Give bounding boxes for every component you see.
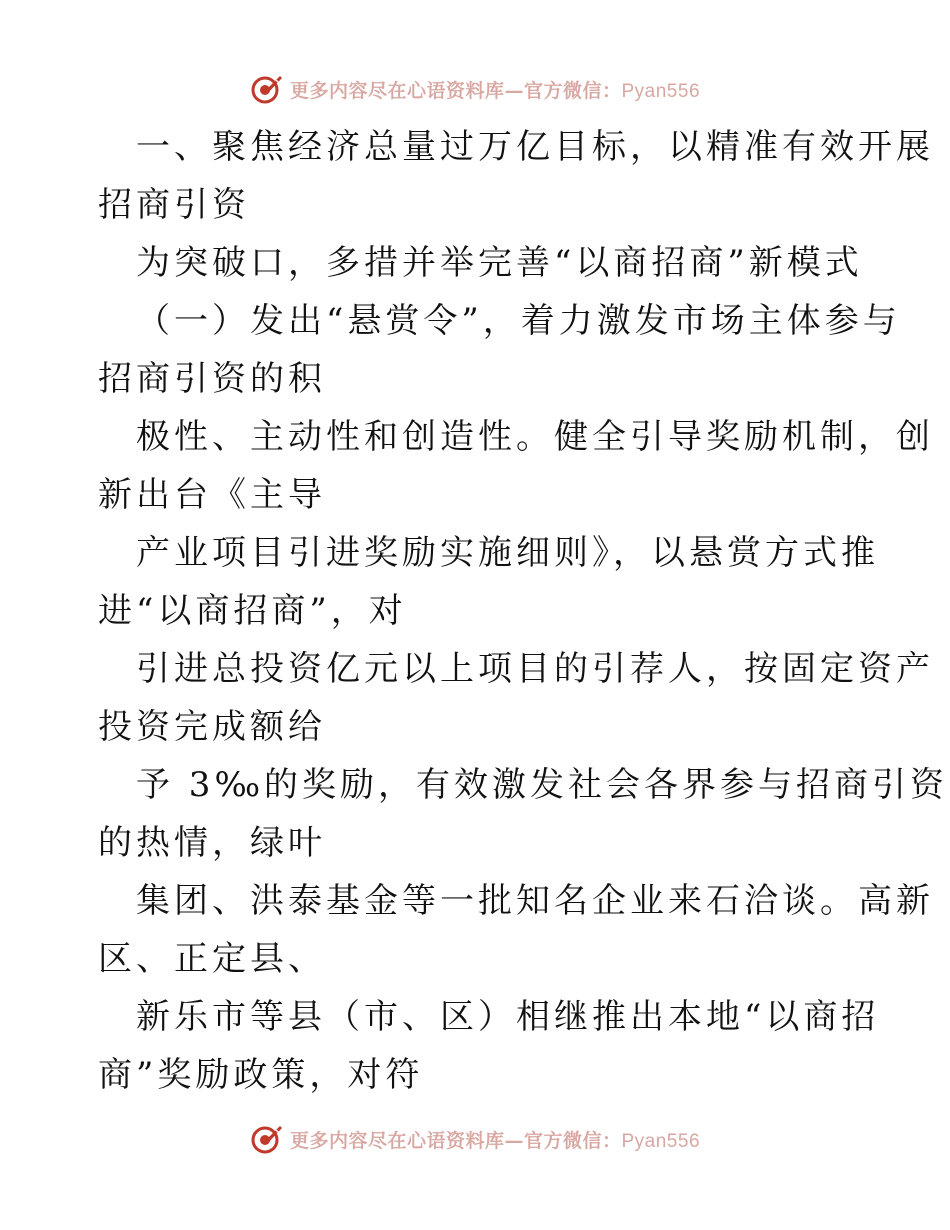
text-line: 产业项目引进奖励实施细则》，以悬赏方式推: [136, 533, 879, 573]
text-line: 新乐市等县（市、区）相继推出本地“以商招: [136, 997, 880, 1037]
text-line: 极性、主动性和创造性。健全引导奖励机制，创: [136, 417, 934, 457]
text-line: 的热情，绿叶: [98, 823, 326, 863]
text-line: 新出台《主导: [98, 475, 326, 515]
text-line: 投资完成额给: [98, 707, 326, 747]
header-watermark: [0, 72, 950, 106]
text-line: 为突破口，多措并举完善“以商招商”新模式: [136, 243, 863, 283]
footer-watermark: [0, 1122, 950, 1156]
text-line: 进“以商招商”，对: [98, 591, 407, 631]
watermark-text: 更多内容尽在心语资料库—官方微信：Pyan556: [289, 1129, 701, 1152]
document-body: [98, 118, 949, 1104]
text-line: 引进总投资亿元以上项目的引荐人，按固定资产: [136, 649, 934, 689]
watermark-text: 更多内容尽在心语资料库—官方微信：Pyan556: [289, 79, 701, 102]
text-line: 一、聚焦经济总量过万亿目标，以精准有效开展: [136, 127, 934, 167]
quill-pen-logo-icon: [250, 1122, 284, 1156]
quill-pen-logo-icon: [250, 72, 284, 106]
text-line: 招商引资的积: [98, 359, 326, 399]
text-line: 招商引资: [98, 185, 250, 225]
text-line: 商”奖励政策，对符: [98, 1055, 424, 1095]
text-line: 予 3‰的奖励，有效激发社会各界参与招商引资: [136, 765, 949, 805]
text-line: 集团、洪泰基金等一批知名企业来石洽谈。高新: [136, 881, 934, 921]
text-line: （一）发出“悬赏令”，着力激发市场主体参与: [136, 301, 901, 341]
text-line: 区、正定县、: [98, 939, 326, 979]
